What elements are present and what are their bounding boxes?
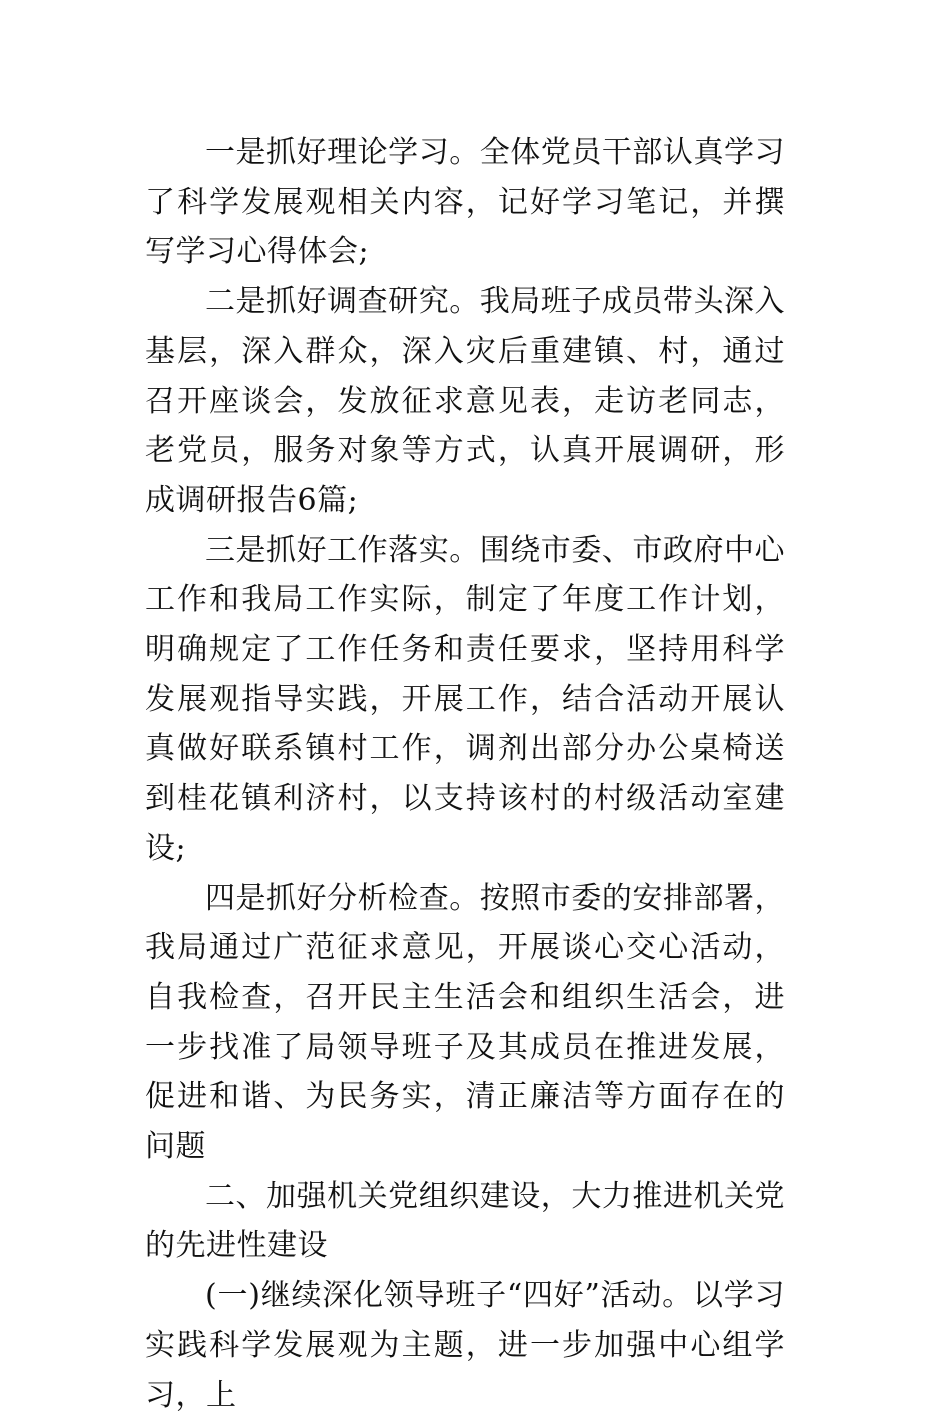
paragraph-work-implementation: 三是抓好工作落实。围绕市委、市政府中心工作和我局工作实际，制定了年度工作计划，明确规定了工作任务和责任要求，坚持用科学发展观指导实践，开展工作，结合活动开展认真做好联系镇村工作，调剂出部分办公桌椅送到桂花镇利济村，以支持该村的村级活动室建设; [145,532,785,866]
paragraph-four-goods-activity: (一)继续深化领导班子“四好”活动。以学习实践科学发展观为主题，进一步加强中心组学习，上 [145,1278,785,1413]
paragraph-research: 二是抓好调查研究。我局班子成员带头深入基层，深入群众，深入灾后重建镇、村，通过召开座谈会，发放征求意见表，走访老同志，老党员，服务对象等方式，认真开展调研，形成调研报告6篇; [145,284,785,518]
paragraph-analysis-check: 四是抓好分析检查。按照市委的安排部署，我局通过广范征求意见，开展谈心交心活动，自我检查，召开民主生活会和组织生活会，进一步找准了局领导班子及其成员在推进发展，促进和谐、为民务实，清正廉洁等方面存在的问题 [145,880,785,1165]
section-heading-party-building: 二、加强机关党组织建设，大力推进机关党的先进性建设 [145,1178,785,1264]
paragraph-theory-study: 一是抓好理论学习。全体党员干部认真学习了科学发展观相关内容，记好学习笔记，并撰写学习心得体会; [145,135,785,270]
document-body [145,128,785,1420]
